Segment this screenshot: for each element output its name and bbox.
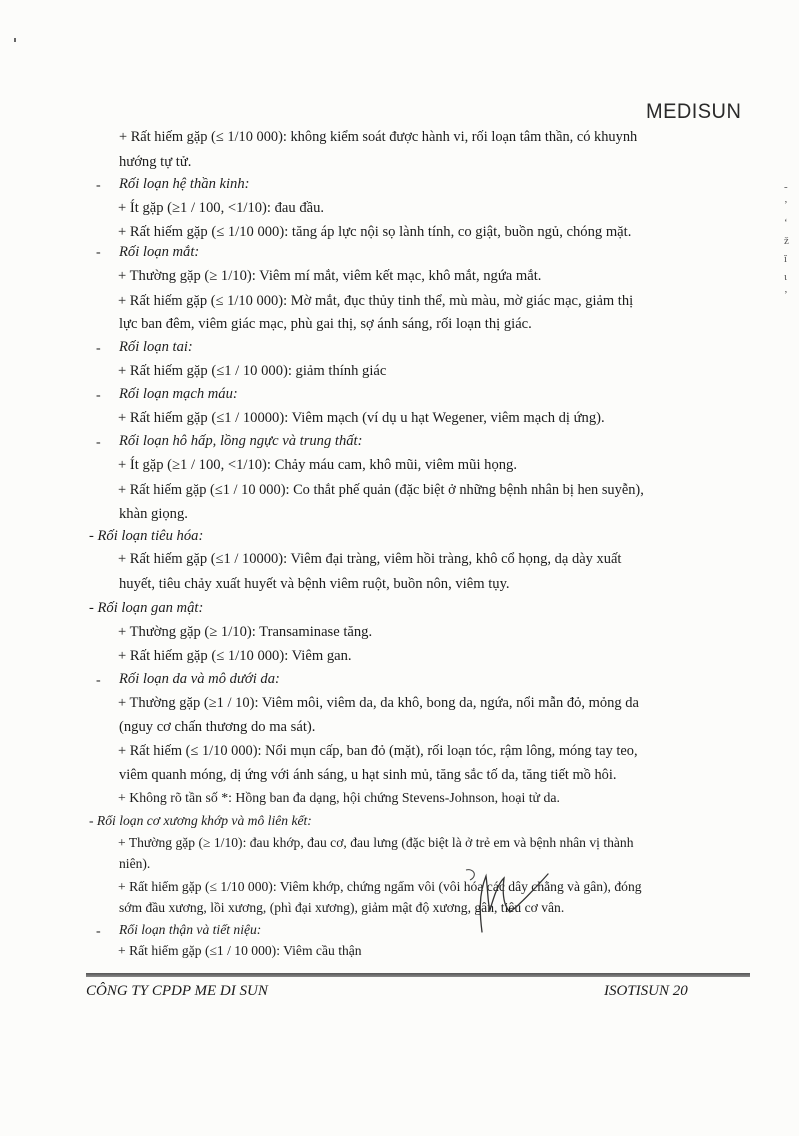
text-line: + Rất hiếm gặp (≤ 1/10 000): tăng áp lực nội sọ lành tính, co giật, buồn ngủ, chóng mặt. — [118, 224, 632, 240]
text-line: + Rất hiếm gặp (≤1 / 10 000): Co thắt phế quản (đặc biệt ở những bệnh nhân bị hen suyễn), — [118, 482, 644, 498]
text-line: + Rất hiếm gặp (≤1 / 10000): Viêm mạch (ví dụ u hạt Wegener, viêm mạch dị ứng). — [118, 410, 605, 426]
text-line: + Ít gặp (≥1 / 100, <1/10): Chảy máu cam, khô mũi, viêm mũi họng. — [118, 457, 517, 473]
bullet-dash: - — [96, 245, 101, 260]
section-heading: - Rối loạn gan mật: — [89, 600, 204, 616]
section-heading: - Rối loạn cơ xương khớp và mô liên kết: — [89, 813, 312, 828]
text-line: (nguy cơ chấn thương do ma sát). — [119, 719, 316, 735]
text-line: + Ít gặp (≥1 / 100, <1/10): đau đầu. — [118, 200, 325, 216]
bullet-dash: - — [96, 388, 101, 403]
logo: MEDISUN — [646, 100, 742, 123]
text-line: + Thường gặp (≥ 1/10): Transaminase tăng. — [118, 624, 373, 640]
text-line: + Rất hiếm gặp (≤1 / 10000): Viêm đại tràng, viêm hồi tràng, khô cổ họng, dạ dày xuất — [118, 551, 622, 567]
text-line: viêm quanh móng, dị ứng với ánh sáng, u hạt sinh mủ, tăng sắc tố da, tăng tiết mồ hôi. — [119, 767, 617, 783]
text-line: + Rất hiếm gặp (≤1 / 10 000): giảm thính giác — [118, 363, 387, 379]
section-heading: Rối loạn mắt: — [119, 244, 200, 260]
text-line: + Rất hiếm gặp (≤ 1/10 000): Mờ mắt, đục thủy tinh thể, mù màu, mờ giác mạc, giảm thị — [118, 293, 634, 309]
text-line: + Rất hiếm gặp (≤ 1/10 000): không kiểm soát được hành vi, rối loạn tâm thần, có khuynh — [119, 129, 638, 145]
section-heading: Rối loạn thận và tiết niệu: — [119, 922, 262, 937]
footer-company: CÔNG TY CPDP ME DI SUN — [86, 983, 268, 999]
bullet-dash: - — [96, 924, 101, 939]
text-line: khàn giọng. — [119, 506, 188, 522]
section-heading: Rối loạn hô hấp, lồng ngực và trung thất: — [119, 433, 363, 449]
section-heading: Rối loạn tai: — [119, 339, 193, 355]
text-line: huyết, tiêu chảy xuất huyết và bệnh viêm ruột, buồn nôn, viêm tụy. — [119, 576, 510, 592]
text-line: + Không rõ tần số *: Hồng ban đa dạng, hội chứng Stevens-Johnson, hoại tử da. — [118, 790, 560, 805]
scan-speck — [14, 38, 16, 42]
text-line: + Rất hiếm gặp (≤1 / 10 000): Viêm cầu thận — [118, 943, 362, 958]
text-line: + Rất hiếm (≤ 1/10 000): Nổi mụn cấp, ban đỏ (mặt), rối loạn tóc, rậm lông, móng tay teo, — [118, 743, 638, 759]
text-line: lực ban đêm, viêm giác mạc, phù gai thị, sợ ánh sáng, rối loạn thị giác. — [119, 316, 532, 332]
section-heading: Rối loạn hệ thần kinh: — [119, 176, 250, 192]
text-line: + Thường gặp (≥ 1/10): đau khớp, đau cơ, đau lưng (đặc biệt là ở trẻ em và bệnh nhân vị thành — [118, 835, 634, 850]
text-line: + Rất hiếm gặp (≤ 1/10 000): Viêm gan. — [118, 648, 352, 664]
text-line: hướng tự tử. — [119, 154, 192, 170]
section-heading: Rối loạn da và mô dưới da: — [119, 671, 280, 687]
handwritten-signature — [464, 866, 554, 936]
margin-marks: - ʼ ʻ ž ĭ ɩ ʼ — [784, 181, 789, 301]
section-heading: Rối loạn mạch máu: — [119, 386, 238, 402]
bullet-dash: - — [96, 673, 101, 688]
bullet-dash: - — [96, 178, 101, 193]
bullet-dash: - — [96, 435, 101, 450]
text-line: sớm đầu xương, lồi xương, (phì đại xương), giảm mật độ xương, gân, tiêu cơ vân. — [119, 900, 565, 915]
text-line: + Rất hiếm gặp (≤ 1/10 000): Viêm khớp, chứng ngấm vôi (vôi hóa các dây chằng và gân), đóng — [118, 879, 642, 894]
section-heading: - Rối loạn tiêu hóa: — [89, 528, 204, 544]
bullet-dash: - — [96, 341, 101, 356]
footer-divider — [86, 973, 750, 977]
text-line: + Thường gặp (≥1 / 10): Viêm môi, viêm da, da khô, bong da, ngứa, nổi mẫn đỏ, mỏng da — [118, 695, 639, 711]
text-line: + Thường gặp (≥ 1/10): Viêm mí mắt, viêm kết mạc, khô mắt, ngứa mắt. — [118, 268, 542, 284]
text-line: niên). — [119, 856, 151, 871]
footer-code: ISOTISUN 20 — [604, 983, 688, 999]
